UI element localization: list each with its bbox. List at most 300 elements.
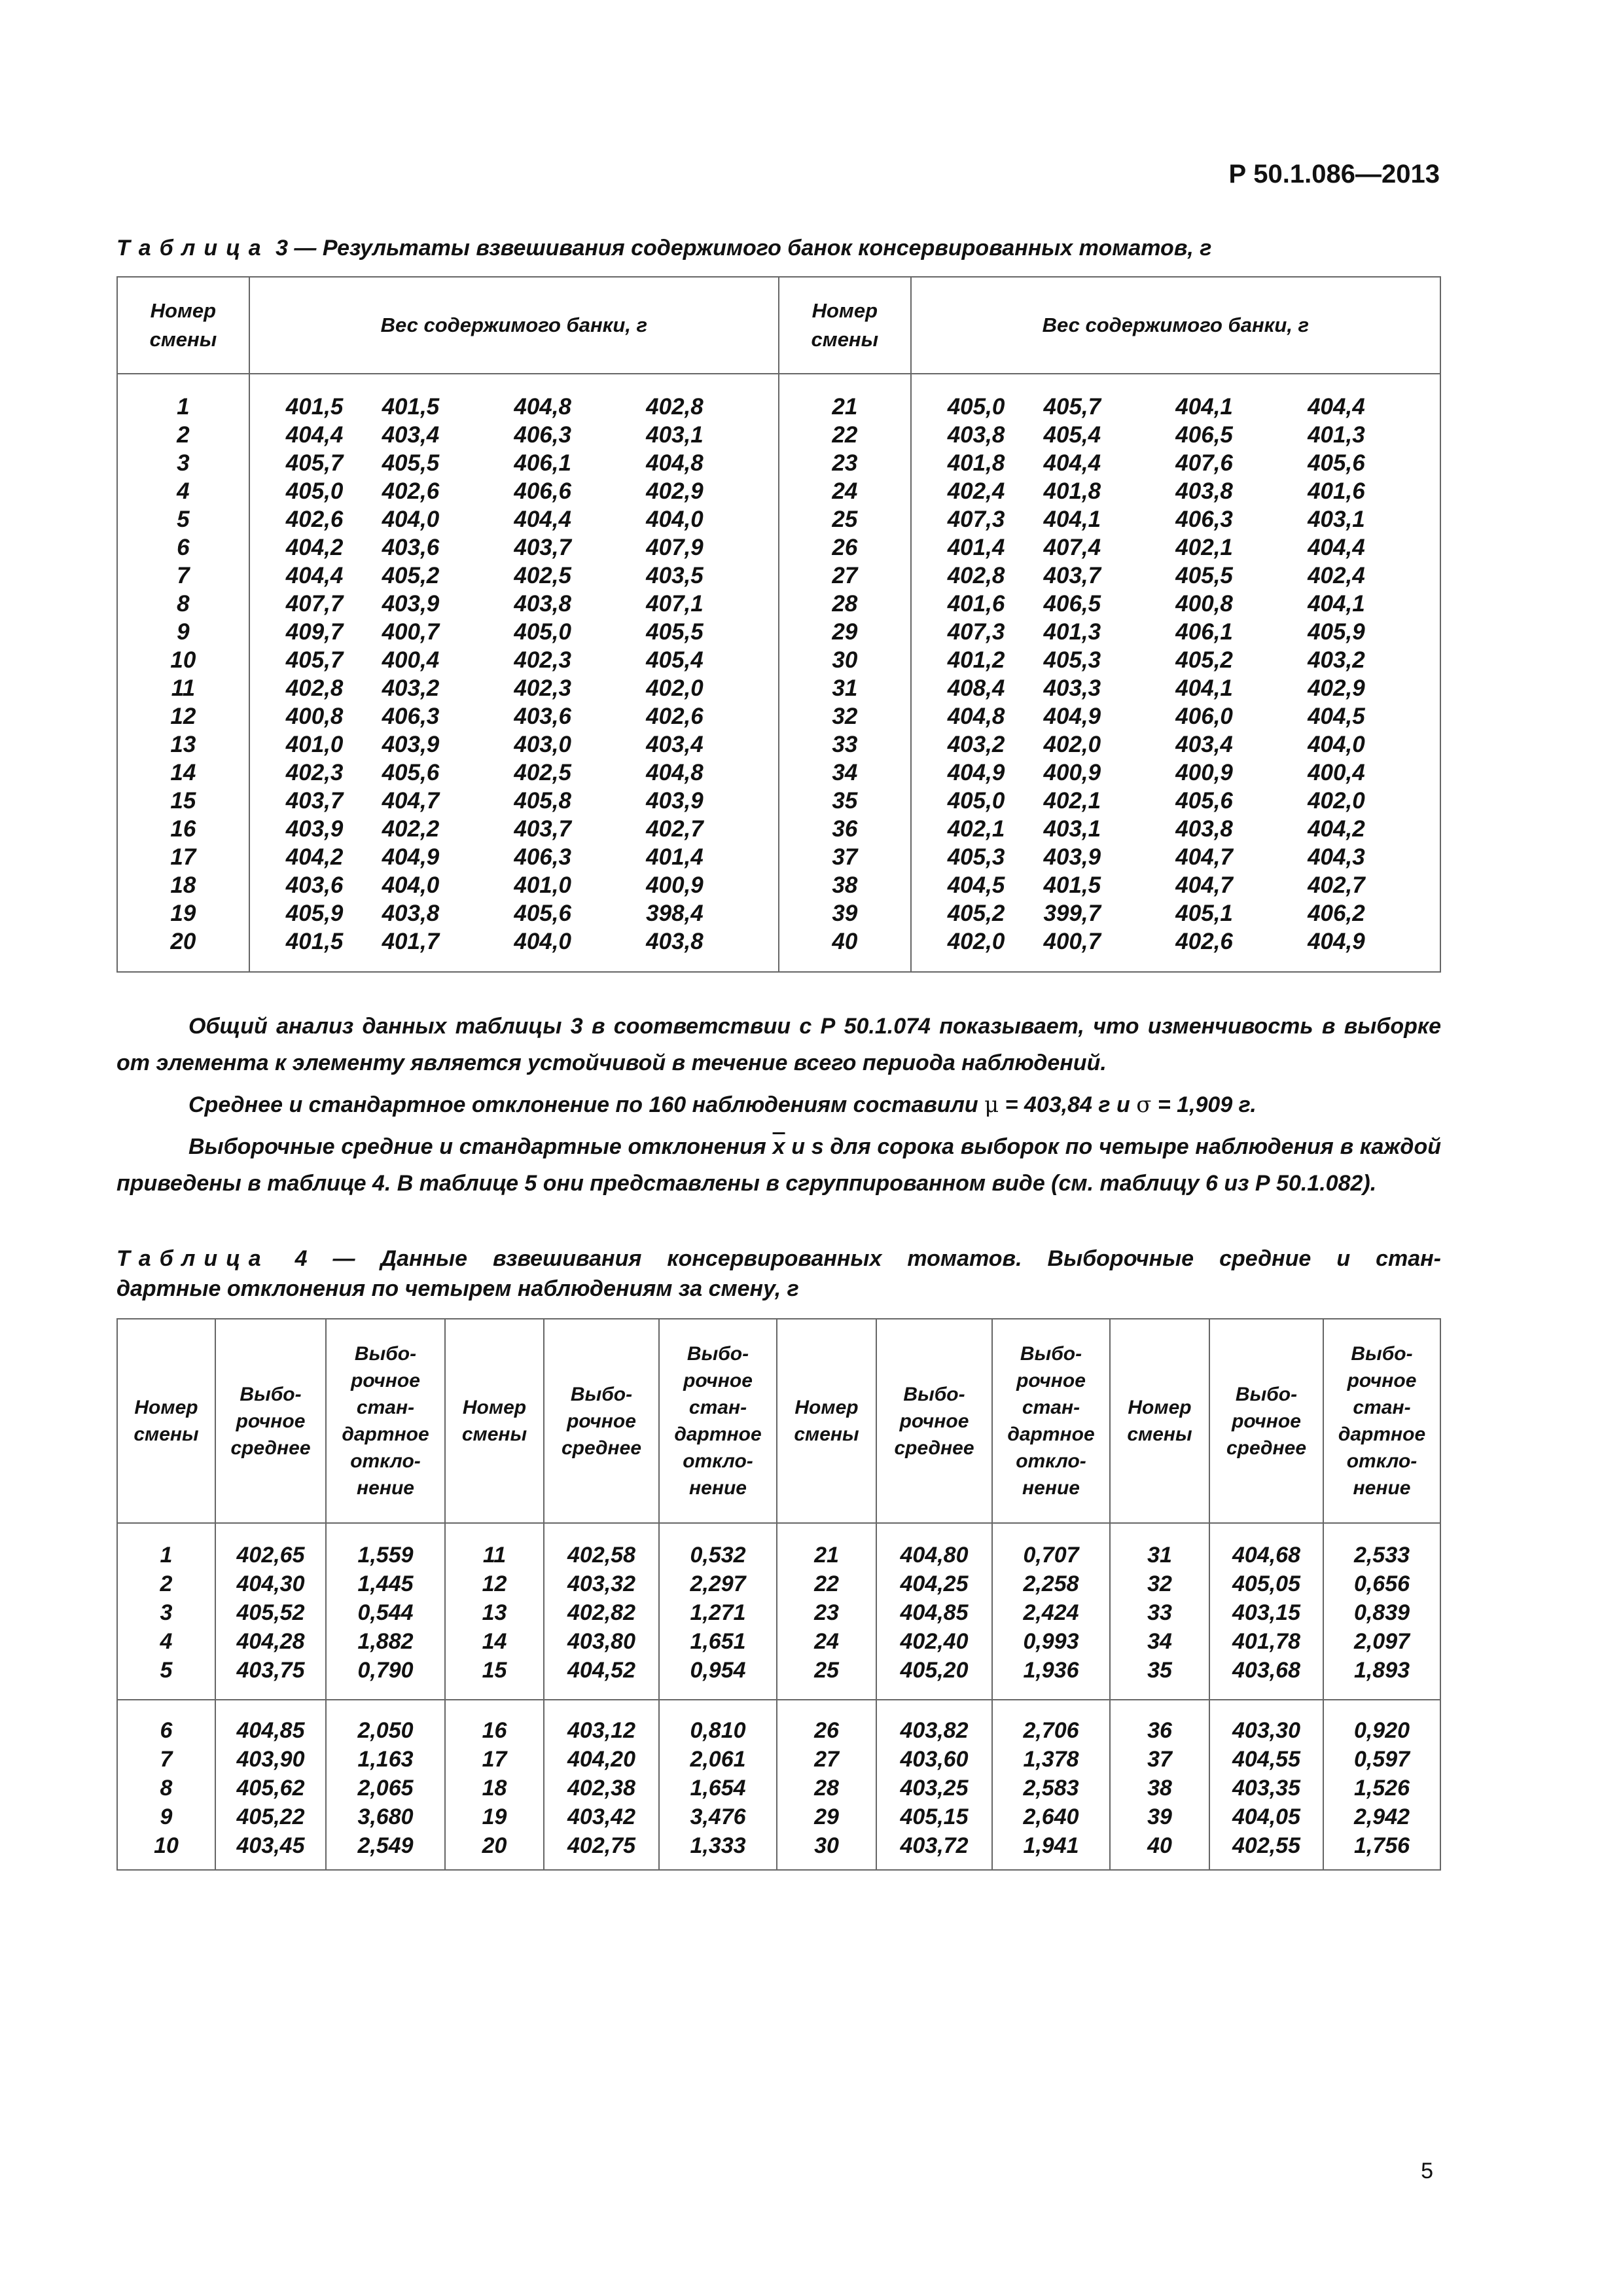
table4-header-mean: Выбо- рочное среднее [215, 1319, 326, 1523]
weight-cell: 402,9 [646, 478, 704, 504]
weight-cell: 404,0 [382, 507, 440, 532]
weight-cell: 403,8 [947, 422, 1005, 448]
weight-cell: 404,7 [382, 788, 440, 814]
weight-cell: 404,5 [947, 872, 1005, 898]
table-row [117, 1831, 1440, 1860]
weight-cell: 402,2 [382, 816, 440, 842]
sample-mean-cell: 403,25 [876, 1774, 992, 1803]
table-row [117, 674, 1440, 702]
sample-mean-cell: 403,35 [1209, 1774, 1323, 1803]
weight-cell: 404,4 [1308, 393, 1440, 421]
shift-number: 11 [445, 1541, 544, 1570]
sample-sd-cell: 0,597 [1323, 1745, 1440, 1774]
shift-number: 6 [117, 533, 249, 562]
shift-number: 11 [117, 674, 249, 702]
weight-cell: 403,8 [382, 901, 440, 926]
sample-sd-cell: 2,097 [1323, 1627, 1440, 1656]
page-number: 5 [1421, 2159, 1433, 2183]
weight-cell: 406,3 [382, 704, 440, 729]
weight-cell: 403,7 [514, 816, 571, 842]
table-row [117, 1745, 1440, 1774]
shift-number: 25 [779, 505, 911, 533]
shift-number: 27 [777, 1745, 876, 1774]
sample-mean-cell: 402,82 [544, 1598, 659, 1627]
shift-number: 31 [1110, 1541, 1209, 1570]
shift-number: 18 [117, 871, 249, 899]
sample-mean-cell: 402,65 [215, 1541, 326, 1570]
weight-cell: 405,1 [1175, 901, 1233, 926]
sample-sd-cell: 1,378 [992, 1745, 1110, 1774]
weight-cell: 405,0 [514, 619, 571, 645]
weight-cell: 402,1 [947, 816, 1005, 842]
weight-cell: 401,5 [285, 394, 344, 420]
weight-cell: 407,4 [1043, 535, 1101, 560]
table4-header-sd: Выбо- рочное стан- дартное откло- нение [326, 1319, 445, 1523]
weight-cell: 400,9 [1043, 760, 1101, 785]
shift-number: 25 [777, 1656, 876, 1685]
table4-spacer-row [117, 1523, 1440, 1541]
shift-number: 15 [445, 1656, 544, 1685]
weight-cell: 401,4 [646, 844, 704, 870]
sample-mean-cell: 404,30 [215, 1570, 326, 1598]
sample-mean-cell: 405,52 [215, 1598, 326, 1627]
table4-caption-word: Таблица [116, 1246, 270, 1271]
shift-number: 4 [117, 477, 249, 505]
weight-cell: 401,5 [285, 929, 344, 954]
weight-cell: 404,8 [646, 760, 704, 785]
weight-cell: 406,5 [1043, 591, 1101, 617]
sample-sd-cell: 3,476 [659, 1803, 777, 1831]
weight-cell: 404,2 [285, 844, 344, 870]
weight-cell: 403,8 [646, 929, 704, 954]
shift-number: 15 [117, 787, 249, 815]
sample-sd-cell: 0,920 [1323, 1716, 1440, 1745]
shift-number: 9 [117, 1803, 215, 1831]
sample-sd-cell: 0,839 [1323, 1598, 1440, 1627]
weight-cell: 399,7 [1043, 901, 1101, 926]
sample-sd-cell: 0,790 [326, 1656, 445, 1685]
weight-cell: 403,9 [285, 816, 344, 842]
weight-cell: 401,4 [947, 535, 1005, 560]
weight-cell: 405,9 [1308, 618, 1440, 646]
table4-header-shift: Номер смены [1110, 1319, 1209, 1523]
weight-cell: 402,9 [1308, 674, 1440, 702]
weight-cell: 406,2 [1308, 899, 1440, 927]
table-row [117, 618, 1440, 646]
table-row [117, 477, 1440, 505]
weight-cell: 408,4 [947, 675, 1005, 701]
weight-cell: 403,2 [382, 675, 440, 701]
weight-cell: 404,9 [382, 844, 440, 870]
weight-cell: 404,0 [1308, 730, 1440, 759]
weight-cell: 401,8 [947, 450, 1005, 476]
weight-cell: 405,7 [285, 450, 344, 476]
weight-cell: 400,8 [285, 704, 344, 729]
weight-cell: 402,8 [947, 563, 1005, 588]
weight-cell: 403,4 [1175, 732, 1233, 757]
weight-cell: 406,0 [1175, 704, 1233, 729]
weight-cell: 400,4 [382, 647, 440, 673]
weight-cell: 401,6 [1308, 477, 1440, 505]
table3 [116, 276, 1441, 973]
weight-cell: 404,9 [1043, 704, 1101, 729]
table3-header-weight-right: Вес содержимого банки, г [911, 277, 1440, 374]
weight-cell: 403,0 [514, 732, 571, 757]
table-row [117, 1656, 1440, 1685]
sample-mean-cell: 403,72 [876, 1831, 992, 1860]
weight-cell: 402,0 [1043, 732, 1101, 757]
shift-number: 3 [117, 449, 249, 477]
weight-cell: 404,4 [285, 563, 344, 588]
table4 [116, 1318, 1441, 1871]
table-row [117, 449, 1440, 477]
weight-cell: 404,0 [646, 507, 704, 532]
table4-header-mean: Выбо- рочное среднее [876, 1319, 992, 1523]
shift-number: 14 [117, 759, 249, 787]
weight-cell: 405,5 [382, 450, 440, 476]
table3-header-shift-left: Номер смены [117, 277, 249, 374]
shift-number: 1 [117, 1541, 215, 1570]
weight-cell: 406,3 [514, 844, 571, 870]
shift-number: 32 [779, 702, 911, 730]
shift-number: 16 [117, 815, 249, 843]
sample-mean-cell: 403,82 [876, 1716, 992, 1745]
shift-number: 37 [1110, 1745, 1209, 1774]
weight-cell: 405,5 [646, 619, 704, 645]
shift-number: 23 [779, 449, 911, 477]
shift-number: 22 [777, 1570, 876, 1598]
sample-mean-cell: 405,15 [876, 1803, 992, 1831]
weight-cell: 403,6 [382, 535, 440, 560]
weight-cell: 405,3 [1043, 647, 1101, 673]
weight-cell: 402,8 [285, 675, 344, 701]
shift-number: 29 [779, 618, 911, 646]
weight-cell: 403,4 [382, 422, 440, 448]
shift-number: 40 [779, 927, 911, 956]
table4-spacer-row [117, 1685, 1440, 1700]
weight-cell: 404,4 [285, 422, 344, 448]
weight-cell: 402,0 [1308, 787, 1440, 815]
sample-mean-cell: 404,55 [1209, 1745, 1323, 1774]
weight-cell: 404,2 [1308, 815, 1440, 843]
weight-cell: 403,3 [1043, 675, 1101, 701]
sample-sd-cell: 1,936 [992, 1656, 1110, 1685]
shift-number: 14 [445, 1627, 544, 1656]
weight-cell: 404,5 [1308, 702, 1440, 730]
weight-cell: 401,5 [1043, 872, 1101, 898]
weight-cell: 404,1 [1308, 590, 1440, 618]
weight-cell: 402,6 [1175, 929, 1233, 954]
table3-spacer-row [117, 956, 1440, 972]
table4-caption-line1: 4 — Данные взвешивания консервированных томатов. Выборочные средние и стан- [269, 1246, 1441, 1271]
paragraph-mean-sd-text-b: = 403,84 г и [999, 1092, 1137, 1117]
sample-sd-cell: 2,640 [992, 1803, 1110, 1831]
weight-cell: 406,5 [1175, 422, 1233, 448]
weight-cell: 405,0 [285, 478, 344, 504]
table-row [117, 646, 1440, 674]
shift-number: 30 [777, 1831, 876, 1860]
weight-cell: 403,9 [1043, 844, 1101, 870]
sample-mean-cell: 403,15 [1209, 1598, 1323, 1627]
shift-number: 10 [117, 646, 249, 674]
sample-mean-cell: 402,58 [544, 1541, 659, 1570]
weight-cell: 400,7 [382, 619, 440, 645]
sample-sd-cell: 1,756 [1323, 1831, 1440, 1860]
sample-sd-cell: 2,706 [992, 1716, 1110, 1745]
table-row [117, 1716, 1440, 1745]
shift-number: 34 [779, 759, 911, 787]
shift-number: 12 [445, 1570, 544, 1598]
sample-mean-cell: 403,80 [544, 1627, 659, 1656]
shift-number: 36 [1110, 1716, 1209, 1745]
weight-cell: 402,3 [285, 760, 344, 785]
weight-cell: 404,8 [646, 450, 704, 476]
table-row [117, 393, 1440, 421]
weight-cell: 401,6 [947, 591, 1005, 617]
table-row [117, 1541, 1440, 1570]
weight-cell: 403,7 [514, 535, 571, 560]
weight-cell: 400,4 [1308, 759, 1440, 787]
weight-cell: 402,0 [947, 929, 1005, 954]
sample-sd-cell: 2,942 [1323, 1803, 1440, 1831]
sample-mean-cell: 403,42 [544, 1803, 659, 1831]
sample-mean-cell: 404,85 [876, 1598, 992, 1627]
sample-sd-cell: 1,882 [326, 1627, 445, 1656]
weight-cell: 405,5 [1175, 563, 1233, 588]
shift-number: 38 [779, 871, 911, 899]
sample-mean-cell: 403,12 [544, 1716, 659, 1745]
sample-sd-cell: 1,893 [1323, 1656, 1440, 1685]
sample-sd-cell: 2,583 [992, 1774, 1110, 1803]
weight-cell: 404,3 [1308, 843, 1440, 871]
weight-cell: 405,6 [1308, 449, 1440, 477]
weight-cell: 403,1 [646, 422, 704, 448]
weight-cell: 406,6 [514, 478, 571, 504]
document-code: Р 50.1.086—2013 [1228, 160, 1440, 188]
table-row [117, 533, 1440, 562]
weight-cell: 403,6 [514, 704, 571, 729]
shift-number: 39 [1110, 1803, 1209, 1831]
shift-number: 9 [117, 618, 249, 646]
weight-cell: 402,8 [646, 394, 704, 420]
table4-header-sd: Выбо- рочное стан- дартное откло- нение [1323, 1319, 1440, 1523]
shift-number: 21 [779, 393, 911, 421]
shift-number: 28 [777, 1774, 876, 1803]
table-row [117, 505, 1440, 533]
table3-spacer-row [117, 374, 1440, 393]
sample-sd-cell: 2,424 [992, 1598, 1110, 1627]
weight-cell: 401,5 [382, 394, 440, 420]
shift-number: 12 [117, 702, 249, 730]
weight-cell: 407,7 [285, 591, 344, 617]
shift-number: 33 [779, 730, 911, 759]
table4-header-sd: Выбо- рочное стан- дартное откло- нение [659, 1319, 777, 1523]
shift-number: 24 [777, 1627, 876, 1656]
shift-number: 19 [117, 899, 249, 927]
weight-cell: 400,9 [1175, 760, 1233, 785]
sample-sd-cell: 2,061 [659, 1745, 777, 1774]
table-row [117, 562, 1440, 590]
shift-number: 2 [117, 1570, 215, 1598]
sample-sd-cell: 1,654 [659, 1774, 777, 1803]
table4-caption [116, 1244, 1441, 1304]
table3-header-weight-left: Вес содержимого банки, г [249, 277, 779, 374]
weight-cell: 400,7 [1043, 929, 1101, 954]
shift-number: 35 [1110, 1656, 1209, 1685]
table-row [117, 1627, 1440, 1656]
weight-cell: 405,6 [382, 760, 440, 785]
weight-cell: 405,0 [947, 394, 1005, 420]
table-row [117, 815, 1440, 843]
sample-sd-cell: 0,544 [326, 1598, 445, 1627]
weight-cell: 405,8 [514, 788, 571, 814]
weight-cell: 404,7 [1175, 872, 1233, 898]
table4-header-shift: Номер смены [777, 1319, 876, 1523]
weight-cell: 401,0 [514, 872, 571, 898]
mu-symbol: μ [984, 1092, 999, 1118]
paragraph-mean-sd-text-a: Среднее и стандартное отклонение по 160 наблюдениям составили [188, 1092, 985, 1117]
sample-mean-cell: 404,85 [215, 1716, 326, 1745]
sample-sd-cell: 2,050 [326, 1716, 445, 1745]
shift-number: 33 [1110, 1598, 1209, 1627]
table4-caption-line2: дартные отклонения по четырем наблюдениям за смену, г [116, 1276, 799, 1301]
weight-cell: 405,3 [947, 844, 1005, 870]
weight-cell: 401,2 [947, 647, 1005, 673]
shift-number: 38 [1110, 1774, 1209, 1803]
sample-mean-cell: 403,30 [1209, 1716, 1323, 1745]
sample-mean-cell: 404,68 [1209, 1541, 1323, 1570]
weight-cell: 407,9 [646, 535, 704, 560]
shift-number: 10 [117, 1831, 215, 1860]
sample-mean-cell: 403,60 [876, 1745, 992, 1774]
shift-number: 13 [117, 730, 249, 759]
weight-cell: 400,8 [1175, 591, 1233, 617]
sample-mean-cell: 404,25 [876, 1570, 992, 1598]
weight-cell: 403,9 [382, 591, 440, 617]
paragraph-sample-stats-text-a: Выборочные средние и стандартные отклонения [188, 1134, 773, 1159]
sample-sd-cell: 1,941 [992, 1831, 1110, 1860]
shift-number: 31 [779, 674, 911, 702]
weight-cell: 404,7 [1175, 844, 1233, 870]
table4-spacer-row [117, 1860, 1440, 1870]
shift-number: 2 [117, 421, 249, 449]
weight-cell: 403,1 [1043, 816, 1101, 842]
sample-mean-cell: 405,20 [876, 1656, 992, 1685]
sample-mean-cell: 402,75 [544, 1831, 659, 1860]
weight-cell: 402,1 [1175, 535, 1233, 560]
shift-number: 1 [117, 393, 249, 421]
table-row [117, 421, 1440, 449]
weight-cell: 402,5 [514, 563, 571, 588]
sample-mean-cell: 402,40 [876, 1627, 992, 1656]
shift-number: 29 [777, 1803, 876, 1831]
sample-mean-cell: 402,38 [544, 1774, 659, 1803]
table-row [117, 787, 1440, 815]
weight-cell: 403,8 [1175, 816, 1233, 842]
weight-cell: 405,0 [947, 788, 1005, 814]
shift-number: 19 [445, 1803, 544, 1831]
shift-number: 28 [779, 590, 911, 618]
sample-sd-cell: 1,163 [326, 1745, 445, 1774]
paragraph-mean-sd-text-c: = 1,909 г. [1151, 1092, 1257, 1117]
table4-header-shift: Номер смены [117, 1319, 215, 1523]
sample-mean-cell: 405,22 [215, 1803, 326, 1831]
sample-mean-cell: 402,55 [1209, 1831, 1323, 1860]
weight-cell: 405,6 [514, 901, 571, 926]
shift-number: 7 [117, 562, 249, 590]
table-row [117, 759, 1440, 787]
weight-cell: 402,3 [514, 647, 571, 673]
weight-cell: 401,7 [382, 929, 440, 954]
shift-number: 40 [1110, 1831, 1209, 1860]
sample-mean-cell: 404,28 [215, 1627, 326, 1656]
sample-mean-cell: 405,62 [215, 1774, 326, 1803]
weight-cell: 402,4 [1308, 562, 1440, 590]
weight-cell: 402,7 [646, 816, 704, 842]
weight-cell: 407,6 [1175, 450, 1233, 476]
table3-header-shift-right: Номер смены [779, 277, 911, 374]
weight-cell: 402,4 [947, 478, 1005, 504]
table-row [117, 1774, 1440, 1803]
sample-sd-cell: 1,651 [659, 1627, 777, 1656]
shift-number: 21 [777, 1541, 876, 1570]
paragraph-sample-stats [116, 1128, 1441, 1202]
shift-number: 20 [445, 1831, 544, 1860]
table-row [117, 843, 1440, 871]
shift-number: 17 [117, 843, 249, 871]
shift-number: 36 [779, 815, 911, 843]
weight-cell: 403,4 [646, 732, 704, 757]
sample-mean-cell: 404,52 [544, 1656, 659, 1685]
shift-number: 17 [445, 1745, 544, 1774]
shift-number: 27 [779, 562, 911, 590]
shift-number: 24 [779, 477, 911, 505]
weight-cell: 403,9 [382, 732, 440, 757]
table4-header-mean: Выбо- рочное среднее [1209, 1319, 1323, 1523]
sample-mean-cell: 404,80 [876, 1541, 992, 1570]
weight-cell: 402,1 [1043, 788, 1101, 814]
table3-caption-text: 3 — Результаты взвешивания содержимого банок консервированных томатов, г [269, 236, 1212, 260]
sample-sd-cell: 0,532 [659, 1541, 777, 1570]
weight-cell: 409,7 [285, 619, 344, 645]
shift-number: 8 [117, 590, 249, 618]
shift-number: 5 [117, 1656, 215, 1685]
weight-cell: 404,4 [514, 507, 571, 532]
paragraph-mean-sd [116, 1086, 1441, 1123]
paragraph-analysis [116, 1008, 1441, 1081]
sample-sd-cell: 2,065 [326, 1774, 445, 1803]
sample-sd-cell: 0,993 [992, 1627, 1110, 1656]
weight-cell: 404,0 [382, 872, 440, 898]
shift-number: 35 [779, 787, 911, 815]
weight-cell: 405,6 [1175, 788, 1233, 814]
sample-sd-cell: 2,297 [659, 1570, 777, 1598]
shift-number: 26 [779, 533, 911, 562]
weight-cell: 404,1 [1043, 507, 1101, 532]
weight-cell: 404,9 [947, 760, 1005, 785]
shift-number: 26 [777, 1716, 876, 1745]
paragraph-sample-stats-text-b: и s для сорока выборок по четыре наблюдения в каждой приведены в таблице 4. В таблице 5 они представлены в сгруппированном виде (см. таблицу 6 из Р 50.1.082). [116, 1134, 1441, 1196]
weight-cell: 401,3 [1043, 619, 1101, 645]
sample-mean-cell: 403,45 [215, 1831, 326, 1860]
weight-cell: 402,7 [1308, 871, 1440, 899]
sample-sd-cell: 2,258 [992, 1570, 1110, 1598]
weight-cell: 405,2 [947, 901, 1005, 926]
weight-cell: 404,4 [1308, 533, 1440, 562]
shift-number: 34 [1110, 1627, 1209, 1656]
weight-cell: 407,3 [947, 507, 1005, 532]
weight-cell: 403,1 [1308, 505, 1440, 533]
